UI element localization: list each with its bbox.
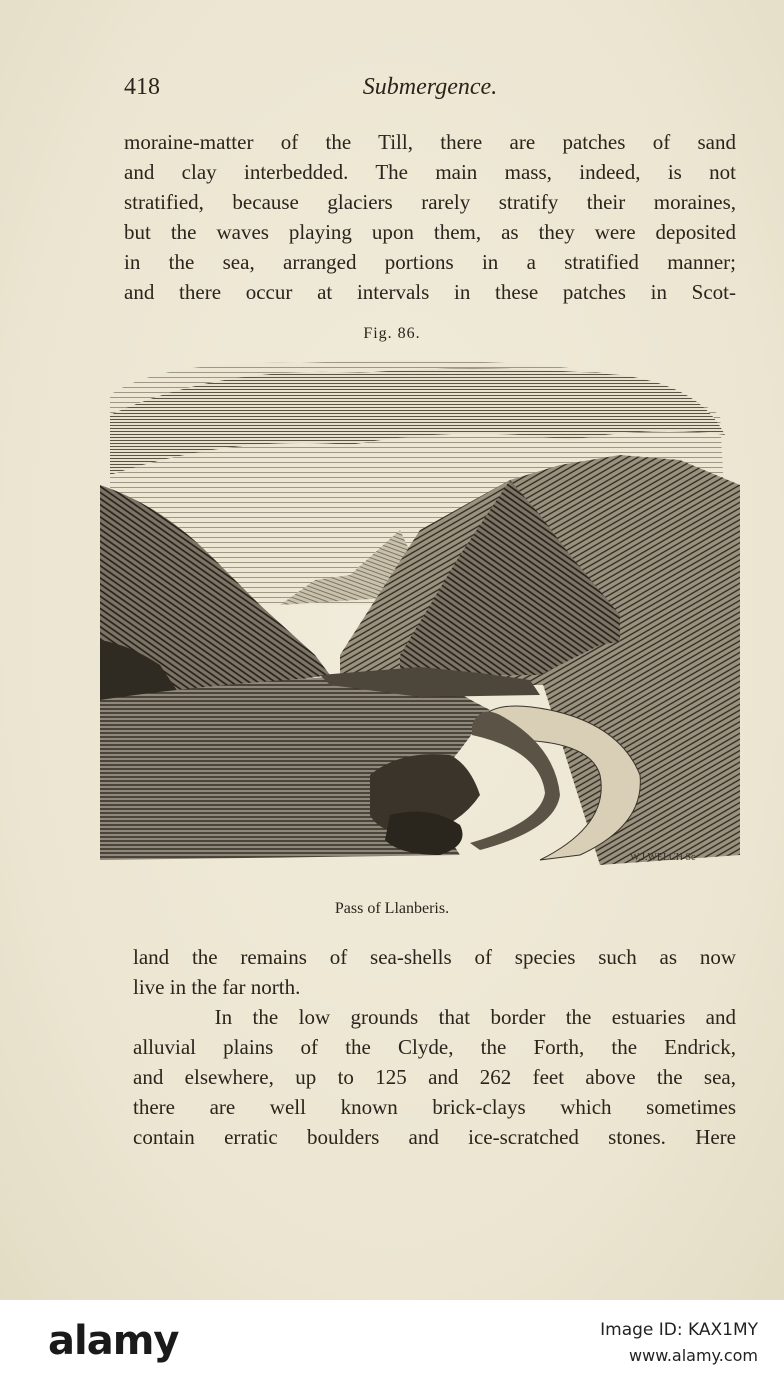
text-line: but the waves playing upon them, as they were deposited [124,220,736,244]
text-line: moraine-matter of the Till, there are patches of sand [124,130,736,154]
engraving-pass-of-llanberis [100,355,745,880]
paragraph-top [124,127,736,307]
text-line: and elsewhere, up to 125 and 262 feet above the sea, [133,1065,736,1089]
figure-label: Fig. 86. [363,325,421,342]
text-line: and there occur at intervals in these patches in Scot- [124,280,736,304]
text-line: in the sea, arranged portions in a stratified manner; [124,250,736,274]
page-number: 418 [124,74,160,100]
text-line: land the remains of sea-shells of species such as now [133,945,736,969]
brand-logo: alamy [48,1318,179,1364]
paragraph-bottom [133,942,736,1152]
running-title: Submergence. [362,74,498,100]
text-line: there are well known brick-clays which sometimes [133,1095,736,1119]
page-header [124,74,736,108]
text-line: and clay interbedded. The main mass, indeed, is not [124,160,736,184]
text-line: stratified, because glaciers rarely stratify their moraines, [124,190,736,214]
site-url[interactable]: www.alamy.com [629,1346,758,1365]
text-line: contain erratic boulders and ice-scratched stones. Here [133,1125,736,1149]
text-line: In the low grounds that border the estuaries and [133,1005,736,1029]
figure-caption: Pass of Llanberis. [334,900,450,917]
image-id: Image ID: KAX1MY [600,1320,758,1340]
engraver-signature: W.J.WELCH Sc [630,852,696,863]
text-line: alluvial plains of the Clyde, the Forth, the Endrick, [133,1035,736,1059]
text-line: live in the far north. [133,975,301,999]
